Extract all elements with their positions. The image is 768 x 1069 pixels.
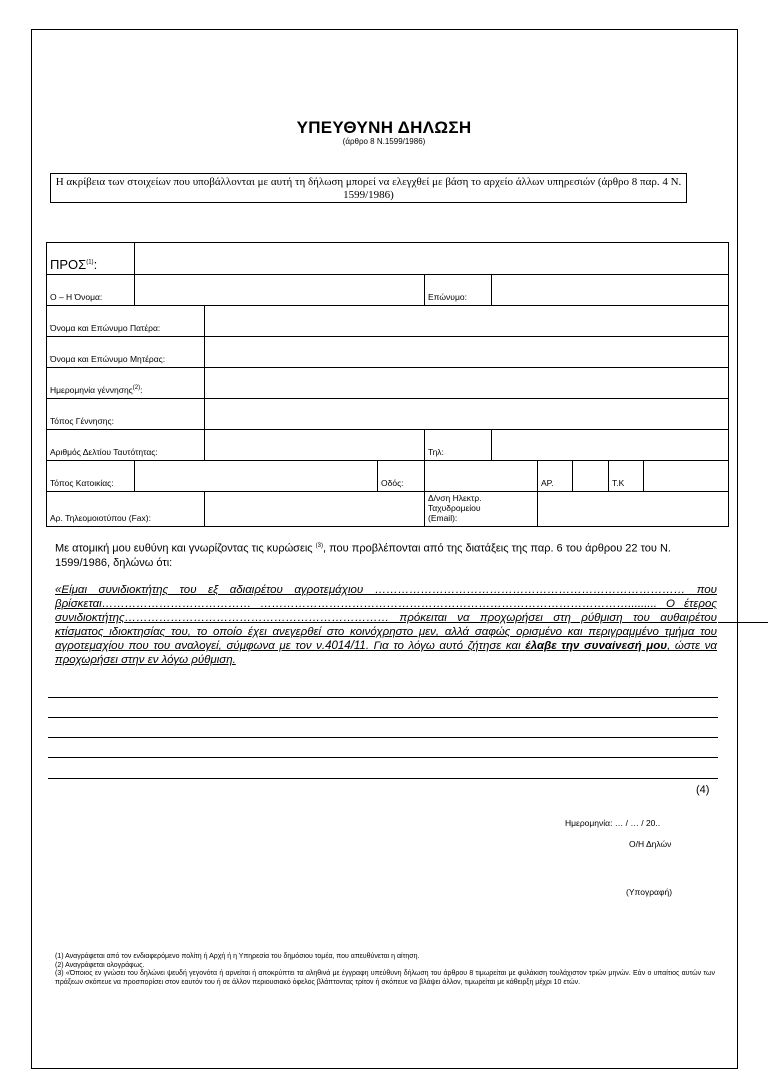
field-phone[interactable] xyxy=(492,430,729,461)
blank-line[interactable] xyxy=(48,697,718,698)
note-number: (4) xyxy=(696,784,710,796)
declarant-label: Ο/Η Δηλών xyxy=(629,839,672,849)
field-label-id-number: Αριθμός Δελτίου Ταυτότητας: xyxy=(47,430,205,461)
footnote-1: (1) Αναγράφεται από τον ενδιαφερόμενο πολίτη ή Αρχή ή η Υπηρεσία του δημόσιου τομέα, που απευθύνεται η αίτηση. xyxy=(55,953,420,960)
footnote-3: (3) «Όποιος εν γνώσει του δηλώνει ψευδή γεγονότα ή αρνείται ή αποκρύπτει τα αληθινά με έγγραφη υπεύθυνη δήλωση του άρθρου 8 τιμωρείται με φυλάκιση τουλάχιστον τριών μηνών. Εάν ο υπαίτιος αυτών των πράξεων σκόπευε να προσπορίσει στον εαυτόν του ή σε άλλον περιουσιακό όφελος βλάπτοντας τρίτον ή σκόπευε να βλάψει άλλον, τιμωρείται με κάθειρξη μέχρι 10 ετών. xyxy=(55,970,715,986)
declaration-text[interactable]: «Είμαι συνιδιοκτήτης του εξ αδιαιρέτου αγροτεμάχιου ……………………………………………………………………… που βρίσκεται………………………………… ……………………………………………………………………………………......... Ο έτερος συνιδιοκτήτης…………………………………………………………… πρόκειται να προχωρήσει στη ρύθμιση του αυθαιρέτου κτίσματος ιδιοκτησίας του, το οποίο έχει ανεγερθεί στο κοινόχρηστο μεν, αλλά σαφώς ορισμένο και περιγραμμένο τμήμα του αγροτεμαχίου που του αναλογεί, σύμφωνα με τον ν.4014/11. Για το λόγω αυτό ζήτησε και έλαβε την συναίνεσή μου, ώστε να προχωρήσει στην εν λόγω ρύθμιση. xyxy=(55,584,717,666)
field-label-residence: Τόπος Κατοικίας: xyxy=(47,461,135,492)
field-email[interactable] xyxy=(538,492,729,527)
field-pros[interactable] xyxy=(135,243,729,275)
field-label-fax: Αρ. Τηλεομοιοτύπου (Fax): xyxy=(47,492,205,527)
signature-label: (Υπογραφή) xyxy=(626,887,673,897)
blank-line[interactable] xyxy=(48,757,718,758)
field-label-pros: ΠΡΟΣ$^{(1)}$: xyxy=(47,243,135,275)
field-id-number[interactable] xyxy=(205,430,425,461)
field-mother[interactable] xyxy=(205,337,729,368)
date-line: Ημερομηνία: … / … / 20.. xyxy=(565,818,661,828)
field-label-birth-place: Τόπος Γέννησης: xyxy=(47,399,205,430)
page-title: ΥΠΕΥΘΥΝΗ ΔΗΛΩΣΗ xyxy=(296,118,472,137)
field-label-postcode: Τ.Κ xyxy=(609,461,644,492)
page-subtitle: (άρθρο 8 Ν.1599/1986) xyxy=(342,137,426,146)
field-label-mother: Όνομα και Επώνυμο Μητέρας: xyxy=(47,337,205,368)
personal-details-table xyxy=(46,242,729,527)
field-label-surname: Επώνυμο: xyxy=(425,275,492,306)
field-postcode[interactable] xyxy=(644,461,729,492)
field-birth-place[interactable] xyxy=(205,399,729,430)
field-father[interactable] xyxy=(205,306,729,337)
field-label-number: ΑΡ. xyxy=(538,461,573,492)
field-label-street: Οδός: xyxy=(378,461,425,492)
blank-line[interactable] xyxy=(48,737,718,738)
field-fax[interactable] xyxy=(205,492,425,527)
field-first-name[interactable] xyxy=(135,275,425,306)
margin-line xyxy=(718,622,768,623)
field-label-first-name: Ο – Η Όνομα: xyxy=(47,275,135,306)
field-label-phone: Τηλ: xyxy=(425,430,492,461)
declaration-intro: Με ατομική μου ευθύνη και γνωρίζοντας τις κυρώσεις $^{(3)}$, που προβλέπονται από της διατάξεις της παρ. 6 του άρθρου 22 του Ν. 1599/1986, δηλώνω ότι: xyxy=(55,542,671,569)
footnote-2: (2) Αναγράφεται ολογράφως. xyxy=(55,961,145,969)
blank-line[interactable] xyxy=(48,717,718,718)
field-label-birth-date: Ημερομηνία γέννησης$^{(2)}$: xyxy=(47,368,205,399)
field-residence[interactable] xyxy=(135,461,378,492)
field-number[interactable] xyxy=(573,461,609,492)
field-birth-date[interactable] xyxy=(205,368,729,399)
field-label-father: Όνομα και Επώνυμο Πατέρα: xyxy=(47,306,205,337)
field-street[interactable] xyxy=(425,461,538,492)
footnotes xyxy=(55,953,715,987)
blank-line[interactable] xyxy=(48,778,718,779)
field-label-email: Δ/νση Ηλεκτρ. Ταχυδρομείου (Email): xyxy=(425,492,538,527)
notice-box: Η ακρίβεια των στοιχείων που υποβάλλονται με αυτή τη δήλωση μπορεί να ελεγχθεί με βάση το αρχείο άλλων υπηρεσιών (άρθρο 8 παρ. 4 Ν. 1599/1986) xyxy=(50,173,687,203)
field-surname[interactable] xyxy=(492,275,729,306)
